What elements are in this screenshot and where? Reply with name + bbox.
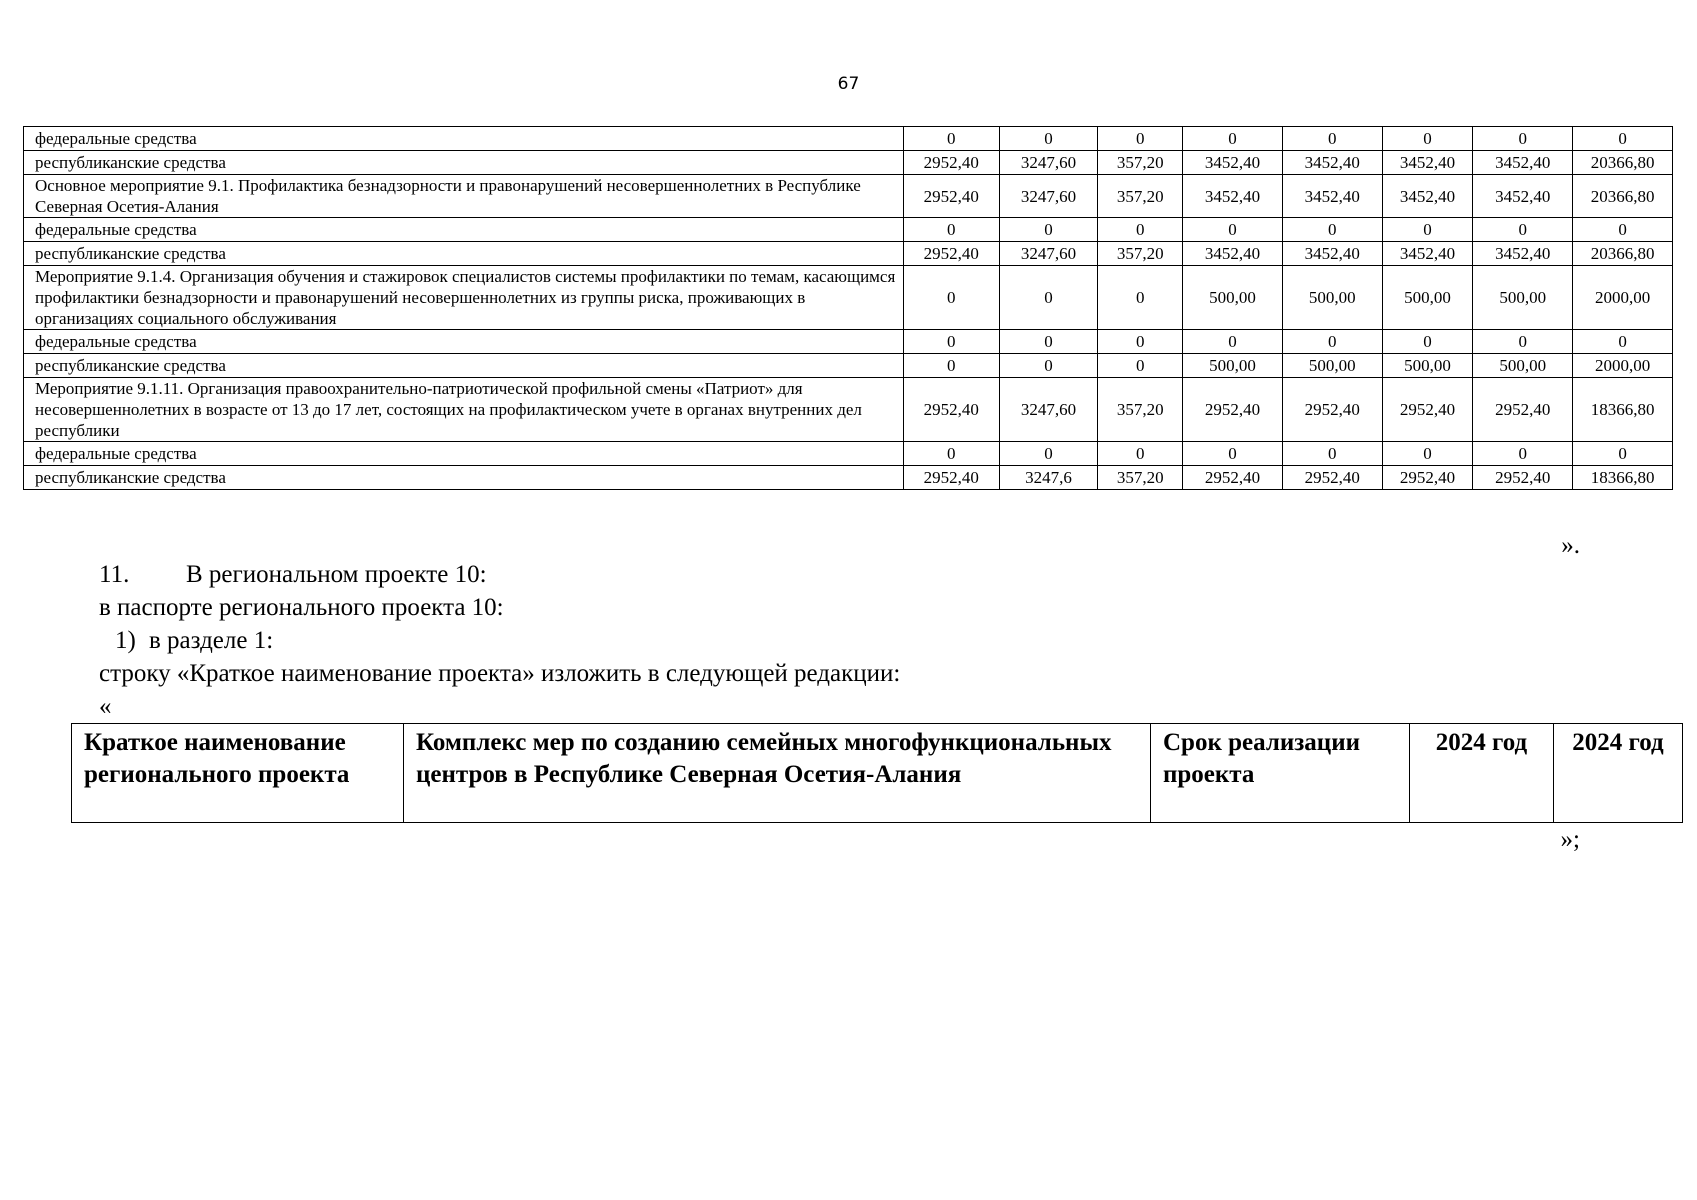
value-cell: 3452,40 — [1382, 242, 1473, 266]
value-cell: 500,00 — [1183, 354, 1283, 378]
value-cell: 0 — [1183, 127, 1283, 151]
value-cell: 357,20 — [1098, 242, 1183, 266]
row-label-cell: федеральные средства — [24, 442, 904, 466]
value-cell: 2952,40 — [1382, 378, 1473, 442]
value-cell: 2952,40 — [903, 242, 999, 266]
table-row — [24, 330, 1673, 354]
value-cell: 0 — [1098, 354, 1183, 378]
value-cell: 2952,40 — [903, 378, 999, 442]
sub-item-text: в разделе 1: — [149, 627, 274, 654]
row-label-cell: республиканские средства — [24, 242, 904, 266]
row-label-cell: федеральные средства — [24, 218, 904, 242]
value-cell: 18366,80 — [1573, 466, 1673, 490]
value-cell: 20366,80 — [1573, 242, 1673, 266]
value-cell: 3247,60 — [999, 242, 1098, 266]
table-row — [24, 151, 1673, 175]
value-cell: 0 — [1382, 442, 1473, 466]
finance-table-body — [24, 127, 1673, 490]
instruction-paragraph: строку «Краткое наименование проекта» изложить в следующей редакции: — [99, 660, 901, 687]
passport-intro-paragraph: в паспорте регионального проекта 10: — [99, 594, 504, 621]
start-year-cell: 2024 год — [1410, 724, 1554, 823]
value-cell: 20366,80 — [1573, 151, 1673, 175]
value-cell: 0 — [903, 127, 999, 151]
row-label-cell: Основное мероприятие 9.1. Профилактика безнадзорности и правонарушений несовершеннолетних в Республике Северная Осетия-Алания — [24, 175, 904, 218]
value-cell: 500,00 — [1282, 266, 1382, 330]
short-name-value-cell: Комплекс мер по созданию семейных многофункциональных центров в Республике Северная Осетия-Алания — [404, 724, 1151, 823]
value-cell: 0 — [1098, 266, 1183, 330]
value-cell: 3247,60 — [999, 151, 1098, 175]
item-11-text: В региональном проекте 10: — [186, 561, 487, 588]
value-cell: 2952,40 — [1282, 466, 1382, 490]
table-row — [24, 242, 1673, 266]
table-row — [24, 266, 1673, 330]
value-cell: 0 — [903, 442, 999, 466]
row-label-cell: республиканские средства — [24, 354, 904, 378]
value-cell: 500,00 — [1183, 266, 1283, 330]
table-row — [24, 127, 1673, 151]
finance-table — [23, 126, 1673, 490]
passport-table — [71, 723, 1683, 823]
value-cell: 3452,40 — [1183, 151, 1283, 175]
value-cell: 0 — [1098, 330, 1183, 354]
opening-quote: « — [99, 693, 112, 720]
value-cell: 357,20 — [1098, 151, 1183, 175]
value-cell: 0 — [1098, 442, 1183, 466]
value-cell: 0 — [1183, 442, 1283, 466]
table-row — [24, 466, 1673, 490]
closing-quote: »; — [1560, 826, 1580, 853]
value-cell: 3452,40 — [1473, 175, 1573, 218]
value-cell: 2952,40 — [903, 151, 999, 175]
value-cell: 2952,40 — [1282, 378, 1382, 442]
value-cell: 18366,80 — [1573, 378, 1673, 442]
table-row — [24, 442, 1673, 466]
value-cell: 0 — [1473, 127, 1573, 151]
value-cell: 3247,60 — [999, 175, 1098, 218]
passport-table-row — [72, 724, 1683, 823]
short-name-label-cell: Краткое наименование регионального проекта — [72, 724, 404, 823]
value-cell: 500,00 — [1382, 266, 1473, 330]
term-label-cell: Срок реализации проекта — [1151, 724, 1410, 823]
value-cell: 2952,40 — [1183, 378, 1283, 442]
value-cell: 500,00 — [1473, 354, 1573, 378]
value-cell: 3452,40 — [1473, 151, 1573, 175]
row-label-cell: республиканские средства — [24, 466, 904, 490]
value-cell: 2952,40 — [903, 175, 999, 218]
value-cell: 0 — [1183, 330, 1283, 354]
value-cell: 2952,40 — [1382, 466, 1473, 490]
value-cell: 3247,60 — [999, 378, 1098, 442]
value-cell: 0 — [999, 218, 1098, 242]
value-cell: 500,00 — [1382, 354, 1473, 378]
value-cell: 0 — [999, 266, 1098, 330]
value-cell: 3452,40 — [1282, 175, 1382, 218]
table-row — [24, 354, 1673, 378]
value-cell: 3452,40 — [1282, 242, 1382, 266]
value-cell: 0 — [903, 218, 999, 242]
value-cell: 0 — [999, 354, 1098, 378]
value-cell: 0 — [1183, 218, 1283, 242]
value-cell: 0 — [1282, 218, 1382, 242]
value-cell: 0 — [1382, 330, 1473, 354]
value-cell: 2952,40 — [903, 466, 999, 490]
value-cell: 0 — [1573, 218, 1673, 242]
value-cell: 357,20 — [1098, 466, 1183, 490]
value-cell: 2952,40 — [1183, 466, 1283, 490]
row-label-cell: Мероприятие 9.1.4. Организация обучения и стажировок специалистов системы профилактики по темам, касающимся профилактики безнадзорности и правонарушений несовершеннолетних из группы риска, проживающих в организациях социального обслуживания — [24, 266, 904, 330]
value-cell: 3247,6 — [999, 466, 1098, 490]
value-cell: 0 — [1473, 330, 1573, 354]
row-label-cell: республиканские средства — [24, 151, 904, 175]
item-11-number: 11. — [99, 561, 130, 588]
value-cell: 0 — [1473, 442, 1573, 466]
row-label-cell: федеральные средства — [24, 127, 904, 151]
value-cell: 0 — [1282, 127, 1382, 151]
value-cell: 20366,80 — [1573, 175, 1673, 218]
value-cell: 0 — [903, 354, 999, 378]
value-cell: 2952,40 — [1473, 466, 1573, 490]
value-cell: 500,00 — [1282, 354, 1382, 378]
row-label-cell: Мероприятие 9.1.11. Организация правоохранительно-патриотической профильной смены «Патриот» для несовершеннолетних в возрасте от 13 до 17 лет, состоящих на профилактическом учете в органах внутренних дел республики — [24, 378, 904, 442]
value-cell: 3452,40 — [1382, 151, 1473, 175]
value-cell: 0 — [999, 442, 1098, 466]
page-number: 67 — [837, 74, 860, 94]
value-cell: 357,20 — [1098, 175, 1183, 218]
value-cell: 357,20 — [1098, 378, 1183, 442]
sub-item-number: 1) — [115, 627, 136, 654]
value-cell: 0 — [999, 330, 1098, 354]
value-cell: 0 — [1282, 442, 1382, 466]
value-cell: 3452,40 — [1473, 242, 1573, 266]
value-cell: 500,00 — [1473, 266, 1573, 330]
end-year-cell: 2024 год — [1554, 724, 1683, 823]
value-cell: 3452,40 — [1282, 151, 1382, 175]
value-cell: 0 — [999, 127, 1098, 151]
value-cell: 0 — [1473, 218, 1573, 242]
value-cell: 3452,40 — [1183, 175, 1283, 218]
value-cell: 2000,00 — [1573, 266, 1673, 330]
value-cell: 0 — [1573, 442, 1673, 466]
value-cell: 0 — [1382, 218, 1473, 242]
closing-quote: ». — [1561, 532, 1580, 559]
row-label-cell: федеральные средства — [24, 330, 904, 354]
value-cell: 0 — [1098, 127, 1183, 151]
value-cell: 2000,00 — [1573, 354, 1673, 378]
value-cell: 2952,40 — [1473, 378, 1573, 442]
value-cell: 0 — [1573, 127, 1673, 151]
value-cell: 0 — [1098, 218, 1183, 242]
table-row — [24, 378, 1673, 442]
value-cell: 0 — [1382, 127, 1473, 151]
value-cell: 3452,40 — [1183, 242, 1283, 266]
sub-item-paragraph — [115, 626, 273, 656]
value-cell: 0 — [903, 330, 999, 354]
value-cell: 0 — [903, 266, 999, 330]
value-cell: 3452,40 — [1382, 175, 1473, 218]
item-11-paragraph — [99, 560, 487, 590]
table-row — [24, 175, 1673, 218]
value-cell: 0 — [1282, 330, 1382, 354]
table-row — [24, 218, 1673, 242]
value-cell: 0 — [1573, 330, 1673, 354]
